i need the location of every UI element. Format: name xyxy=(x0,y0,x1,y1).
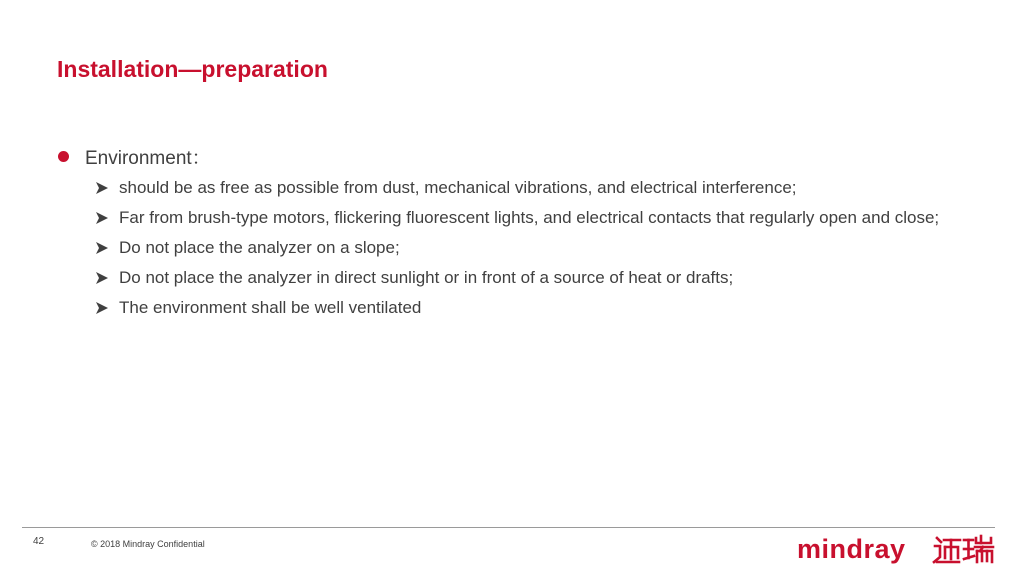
mindray-logo xyxy=(797,532,995,566)
sub-item-text: Do not place the analyzer in direct sunlight or in front of a source of heat or drafts; xyxy=(119,268,734,287)
bullet-text: Environment： xyxy=(85,147,211,169)
sub-item-text: Do not place the analyzer on a slope; xyxy=(119,238,400,257)
slide-title: Installation—preparation xyxy=(57,56,328,82)
arrow-bullet-icon xyxy=(96,203,108,233)
confidential-notice: © 2018 Mindray Confidential xyxy=(91,539,205,549)
bullet-list xyxy=(57,143,977,323)
sub-item-text: Far from brush-type motors, flickering fluorescent lights, and electrical contacts that regularly open and close; xyxy=(119,208,940,227)
arrow-bullet-icon xyxy=(96,173,108,203)
footer-divider xyxy=(22,527,995,528)
sub-item-text: The environment shall be well ventilated xyxy=(119,298,422,317)
svg-text:mindray: mindray xyxy=(797,534,906,564)
arrow-bullet-icon xyxy=(96,233,108,263)
sub-item-motors xyxy=(57,203,977,233)
bullet-item-environment xyxy=(57,143,977,169)
red-dot-icon xyxy=(58,151,69,162)
arrow-bullet-icon xyxy=(96,293,108,323)
sub-item-slope xyxy=(57,233,977,263)
sub-item-dust xyxy=(57,173,977,203)
arrow-bullet-icon xyxy=(96,263,108,293)
sub-item-ventilated xyxy=(57,293,977,323)
sub-item-sunlight xyxy=(57,263,977,293)
page-number: 42 xyxy=(33,536,45,547)
sub-item-text: should be as free as possible from dust, mechanical vibrations, and electrical interference; xyxy=(119,178,797,197)
